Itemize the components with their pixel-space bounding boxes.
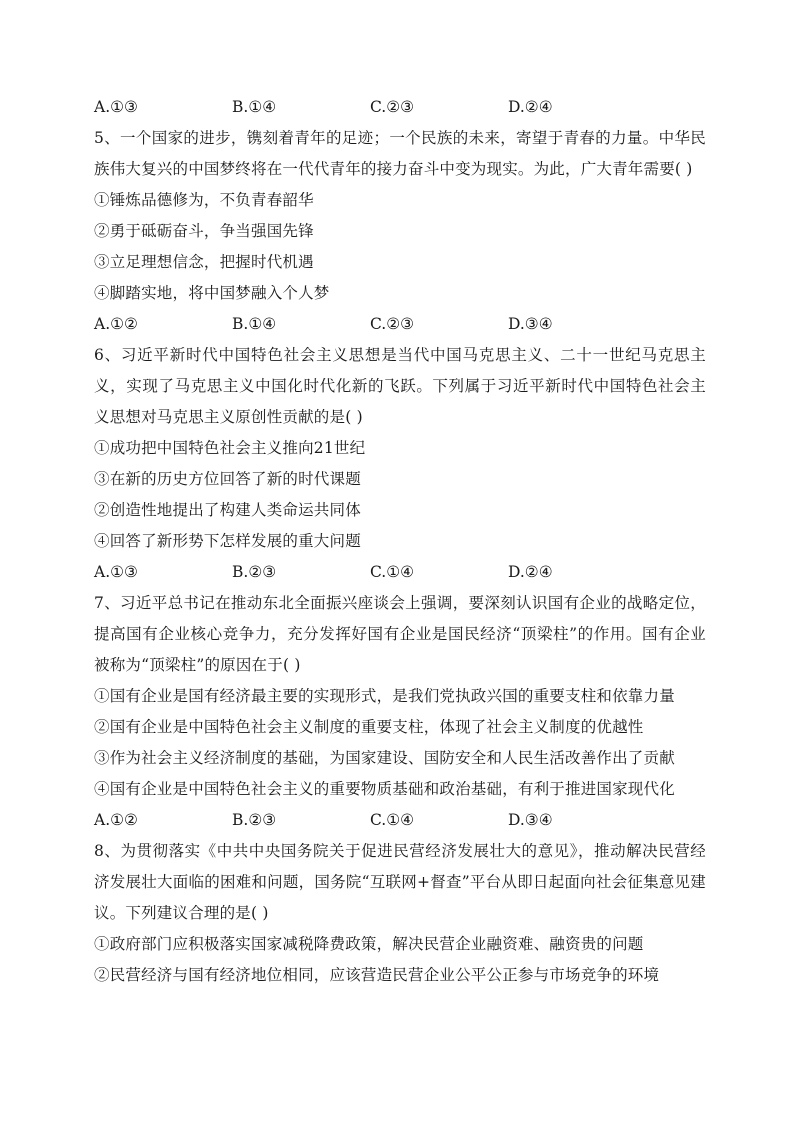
q6-option-a: A.①③	[94, 563, 138, 581]
q5-option-c: C.②③	[370, 315, 415, 333]
q4-options	[94, 92, 706, 123]
q5-item-1: ①锤炼品德修为，不负青春韶华	[94, 191, 314, 209]
q4-option-c: C.②③	[370, 98, 415, 116]
q5-item-4: ④脚踏实地，将中国梦融入个人梦	[94, 284, 330, 302]
q7-item-4: ④国有企业是中国特色社会主义的重要物质基础和政治基础，有利于推进国家现代化	[94, 780, 675, 798]
q6-option-c: C.①④	[370, 563, 415, 581]
q7-option-c: C.①④	[370, 811, 415, 829]
q7-item-1: ①国有企业是国有经济最主要的实现形式，是我们党执政兴国的重要支柱和依靠力量	[94, 687, 675, 705]
q4-option-b: B.①④	[232, 98, 277, 116]
q5-option-a: A.①②	[94, 315, 138, 333]
page-content	[94, 92, 706, 991]
q8-item-1: ①政府部门应积极落实国家减税降费政策，解决民营企业融资难、融资贵的问题	[94, 935, 644, 953]
q5-option-d: D.③④	[508, 315, 553, 333]
q7-option-d: D.③④	[508, 811, 553, 829]
q5-option-b: B.①④	[232, 315, 277, 333]
q5-stem: 5、一个国家的进步，镌刻着青年的足迹；一个民族的未来，寄望于青春的力量。中华民族伟大复兴的中国梦终将在一代代青年的接力奋斗中变为现实。为此，广大青年需要( )	[94, 129, 706, 178]
q5-item-3: ③立足理想信念，把握时代机遇	[94, 253, 314, 271]
q4-option-a: A.①③	[94, 98, 138, 116]
q7-stem: 7、习近平总书记在推动东北全面振兴座谈会上强调，要深刻认识国有企业的战略定位，提高国有企业核心竞争力，充分发挥好国有企业是国民经济“顶梁柱”的作用。国有企业被称为“顶梁柱”的原因在于( )	[94, 594, 706, 674]
q6-option-b: B.②③	[232, 563, 277, 581]
q7-item-3: ③作为社会主义经济制度的基础，为国家建设、国防安全和人民生活改善作出了贡献	[94, 749, 675, 767]
q6-item-3: ②创造性地提出了构建人类命运共同体	[94, 501, 361, 519]
q7-option-a: A.①②	[94, 811, 138, 829]
q6-item-2: ③在新的历史方位回答了新的时代课题	[94, 470, 361, 488]
q6-stem: 6、习近平新时代中国特色社会主义思想是当代中国马克思主义、二十一世纪马克思主义，实现了马克思主义中国化时代化新的飞跃。下列属于习近平新时代中国特色社会主义思想对马克思主义原创性贡献的是( )	[94, 346, 706, 426]
q7-option-b: B.②③	[232, 811, 277, 829]
q6-option-d: D.②④	[508, 563, 553, 581]
q8-stem: 8、为贯彻落实《中共中央国务院关于促进民营经济发展壮大的意见》，推动解决民营经济发展壮大面临的困难和问题，国务院“互联网+督查”平台从即日起面向社会征集意见建议。下列建议合理的是( )	[94, 842, 706, 922]
q4-option-d: D.②④	[508, 98, 553, 116]
q6-item-1: ①成功把中国特色社会主义推向21世纪	[94, 439, 366, 457]
q8-item-2: ②民营经济与国有经济地位相同，应该营造民营企业公平公正参与市场竞争的环境	[94, 966, 660, 984]
q6-item-4: ④回答了新形势下怎样发展的重大问题	[94, 532, 361, 550]
q7-options	[94, 805, 706, 836]
q6-options	[94, 557, 706, 588]
q7-item-2: ②国有企业是中国特色社会主义制度的重要支柱，体现了社会主义制度的优越性	[94, 718, 644, 736]
q5-options	[94, 309, 706, 340]
q5-item-2: ②勇于砥砺奋斗，争当强国先锋	[94, 222, 314, 240]
